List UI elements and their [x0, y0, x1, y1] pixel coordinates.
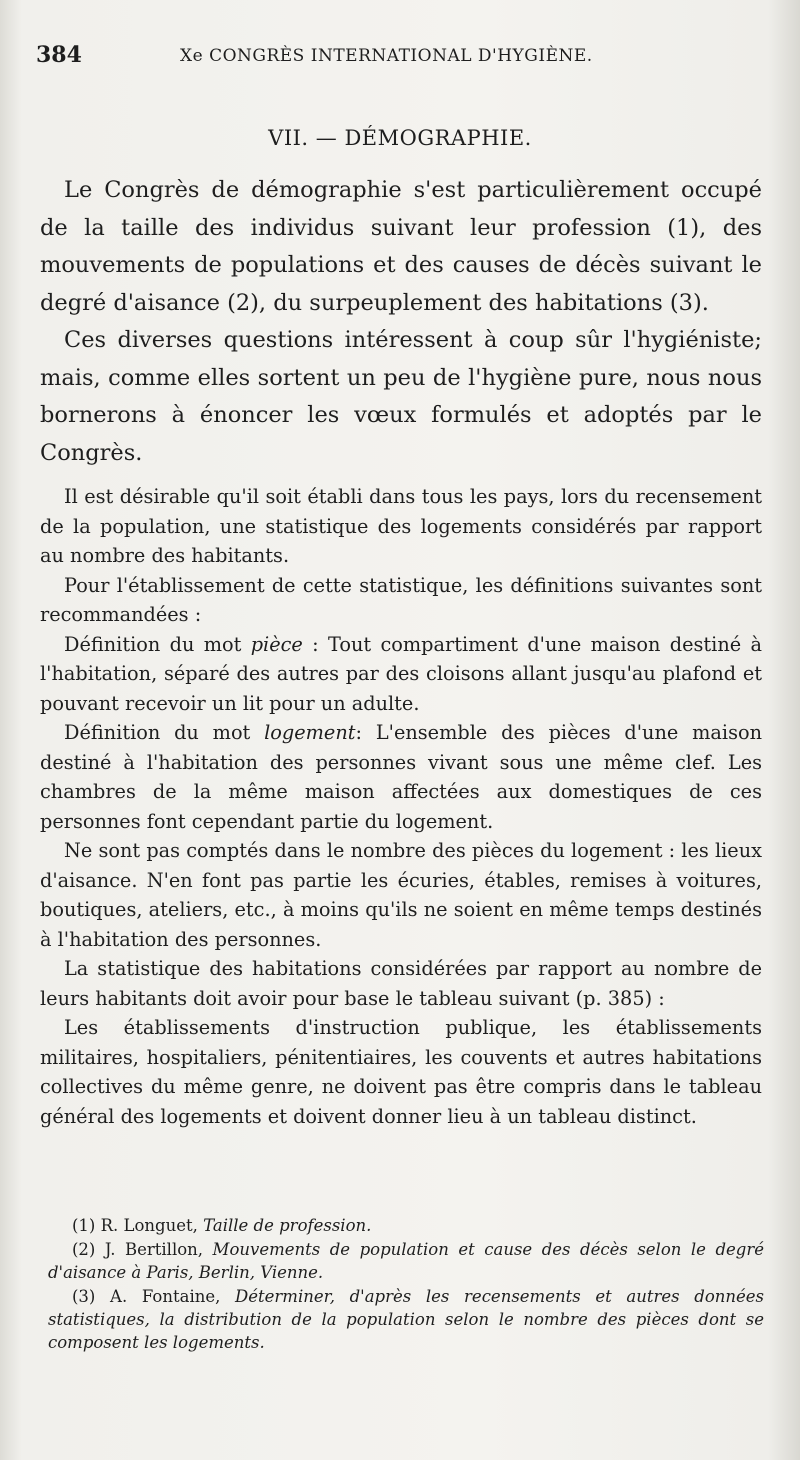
definition-logement-paragraph — [40, 718, 762, 836]
definition-lead: Définition du mot — [64, 632, 251, 656]
footnote-author: J. Bertillon, — [104, 1240, 204, 1259]
body-paragraph: Il est désirable qu'il soit établi dans tous les pays, lors du recensement de la population, une statistique des logements considérés par rapport au nombre des habitants. — [40, 485, 762, 567]
footnote-title: Mouvements de population et cause des décès selon le degré d'aisance à Paris, Berlin, Vienne. — [48, 1240, 764, 1282]
footnote-marker: (2) — [72, 1240, 96, 1259]
footnote-author: A. Fontaine, — [110, 1287, 221, 1306]
definition-text: : L'ensemble des pièces d'une maison destiné à l'habitation des personnes vivant sous une même clef. Les chambres de la même maison affectées aux domestiques de ces personnes font cependant partie du logement. — [40, 721, 762, 833]
footnote-author: R. Longuet, — [100, 1216, 198, 1235]
body-paragraph: Pour l'établissement de cette statistique, les définitions suivantes sont recommandées : — [40, 573, 762, 626]
defined-term: logement — [264, 721, 356, 744]
lead-paragraph: Le Congrès de démographie s'est particulièrement occupé de la taille des individus suivant leur profession (1), des mouvements de populations et des causes de décès suivant le degré d'aisance (2), du surpeuplement des habitations (3). — [40, 177, 762, 316]
footnote-marker: (3) — [72, 1287, 96, 1306]
footnote — [48, 1238, 764, 1284]
definition-text: : Tout compartiment d'une maison destiné à l'habitation, séparé des autres par des cloisons allant jusqu'au plafond et pouvant recevoir un lit pour un adulte. — [40, 632, 763, 715]
footnotes — [48, 1214, 764, 1355]
body-paragraph: Les établissements d'instruction publique, les établissements militaires, hospitaliers, pénitentiaires, les couvents et autres habitations collectives du même genre, ne doivent pas être compris dans le tableau général des logements et doivent donner lieu à un tableau distinct. — [40, 1016, 762, 1128]
body-paragraph: La statistique des habitations considérées par rapport au nombre de leurs habitants doit avoir pour base le tableau suivant (p. 385) : — [40, 957, 762, 1010]
body-paragraph: Ne sont pas comptés dans le nombre des pièces du logement : les lieux d'aisance. N'en font pas partie les écuries, étables, remises à voitures, boutiques, ateliers, etc., à moins qu'ils ne soient en même temps destinés à l'habitation des personnes. — [40, 839, 762, 951]
definition-lead: Définition du mot — [64, 721, 265, 744]
page-number: 384 — [36, 42, 82, 68]
lead-text — [40, 172, 762, 472]
section-heading: VII. — DÉMOGRAPHIE. — [268, 126, 532, 150]
footnote — [48, 1214, 764, 1237]
resolution-text — [40, 482, 762, 1131]
footnote — [48, 1285, 764, 1354]
definition-piece-paragraph — [40, 630, 762, 719]
running-title: Xe CONGRÈS INTERNATIONAL D'HYGIÈNE. — [180, 46, 593, 66]
lead-paragraph: Ces diverses questions intéressent à coup sûr l'hygiéniste; mais, comme elles sortent un peu de l'hygiène pure, nous nous bornerons à énoncer les vœux formulés et adoptés par le Congrès. — [40, 327, 762, 466]
footnote-title: Taille de profession. — [203, 1216, 372, 1235]
footnote-marker: (1) — [72, 1216, 96, 1235]
running-head — [36, 42, 756, 72]
defined-term: pièce — [250, 632, 303, 656]
footnote-title: Déterminer, d'après les recensements et autres données statistiques, la distribution de la population selon le nombre des pièces dont se composent les logements. — [48, 1287, 765, 1352]
